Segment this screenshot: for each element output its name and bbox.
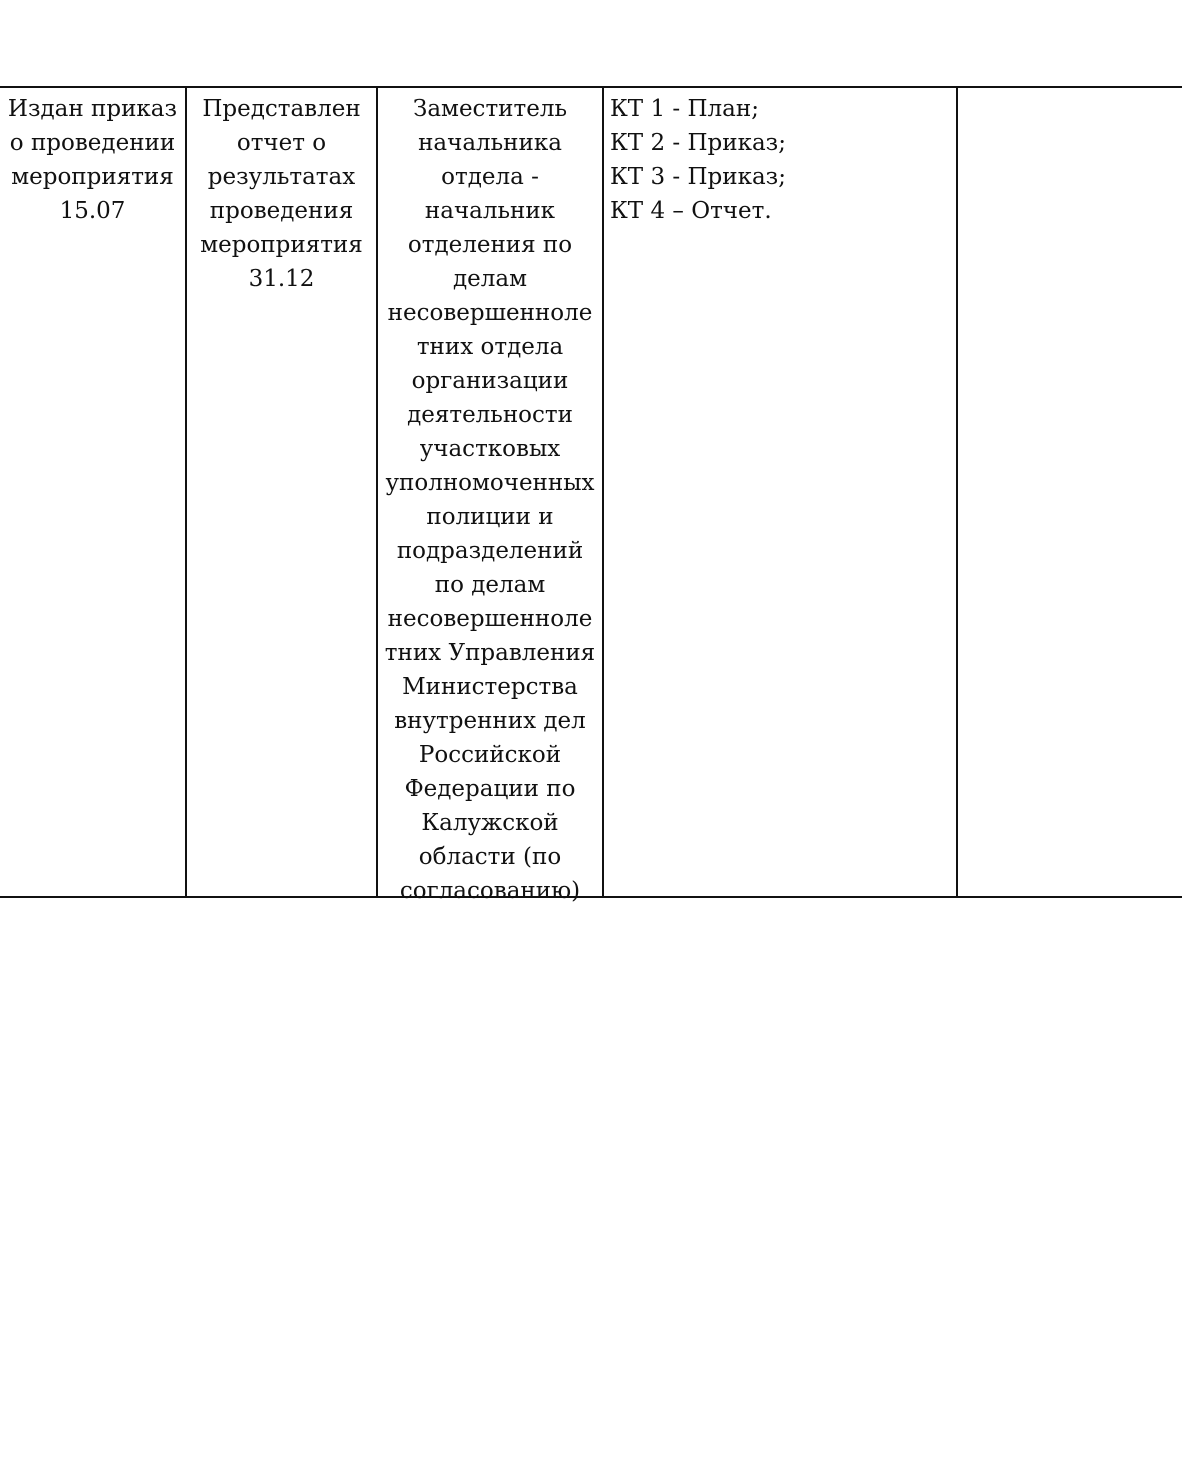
cell-responsible-line: области (по bbox=[418, 844, 562, 870]
cell-responsible-line: тних отдела bbox=[416, 334, 564, 360]
cell-responsible-line: отделения по bbox=[407, 232, 573, 258]
table-top-border bbox=[0, 86, 1182, 88]
cell-report-line: Представлен bbox=[202, 96, 361, 122]
cell-result-line: 15.07 bbox=[59, 198, 126, 224]
cell-responsible-line: несовершенноле bbox=[387, 300, 593, 326]
control-point-item: КТ 2 - Приказ; bbox=[610, 130, 786, 156]
cell-report bbox=[187, 92, 376, 296]
cell-responsible-line: делам bbox=[453, 266, 527, 292]
cell-report-line: отчет о bbox=[236, 130, 327, 156]
cell-responsible-line: Калужской bbox=[421, 810, 559, 836]
cell-responsible-line: начальник bbox=[424, 198, 556, 224]
column-divider bbox=[602, 86, 604, 898]
cell-result bbox=[0, 92, 185, 228]
cell-responsible-line: Российской bbox=[418, 742, 562, 768]
cell-responsible-line: согласованию) bbox=[399, 878, 581, 904]
cell-responsible-line: Министерства bbox=[402, 674, 578, 700]
cell-result-line: мероприятия bbox=[11, 164, 174, 190]
cell-responsible-line: организации bbox=[411, 368, 569, 394]
cell-report-line: 31.12 bbox=[248, 266, 315, 292]
column-divider bbox=[956, 86, 958, 898]
cell-report-line: мероприятия bbox=[200, 232, 363, 258]
cell-responsible-line: Федерации по bbox=[404, 776, 576, 802]
cell-result-line: Издан приказ bbox=[7, 96, 178, 122]
control-point-item: КТ 1 - План; bbox=[610, 96, 759, 122]
cell-report-line: результатах bbox=[207, 164, 356, 190]
cell-result-line: о проведении bbox=[9, 130, 176, 156]
cell-responsible-line: начальника bbox=[418, 130, 562, 156]
cell-responsible-line: тних Управления bbox=[384, 640, 596, 666]
cell-responsible-line: по делам bbox=[434, 572, 546, 598]
cell-responsible-line: подразделений bbox=[396, 538, 584, 564]
document-table bbox=[0, 86, 1182, 904]
cell-control-points bbox=[610, 92, 950, 228]
cell-responsible-line: полиции и bbox=[426, 504, 554, 530]
cell-responsible-line: уполномоченных bbox=[385, 470, 595, 496]
control-point-item: КТ 3 - Приказ; bbox=[610, 164, 786, 190]
cell-responsible-line: отдела - bbox=[441, 164, 539, 190]
cell-responsible-line: Заместитель bbox=[413, 96, 567, 122]
cell-responsible-line: несовершенноле bbox=[387, 606, 593, 632]
cell-responsible-line: внутренних дел bbox=[394, 708, 586, 734]
cell-responsible-line: деятельности bbox=[407, 402, 573, 428]
control-point-item: КТ 4 – Отчет. bbox=[610, 198, 772, 224]
cell-responsible bbox=[378, 92, 602, 908]
cell-responsible-line: участковых bbox=[419, 436, 561, 462]
cell-report-line: проведения bbox=[209, 198, 354, 224]
